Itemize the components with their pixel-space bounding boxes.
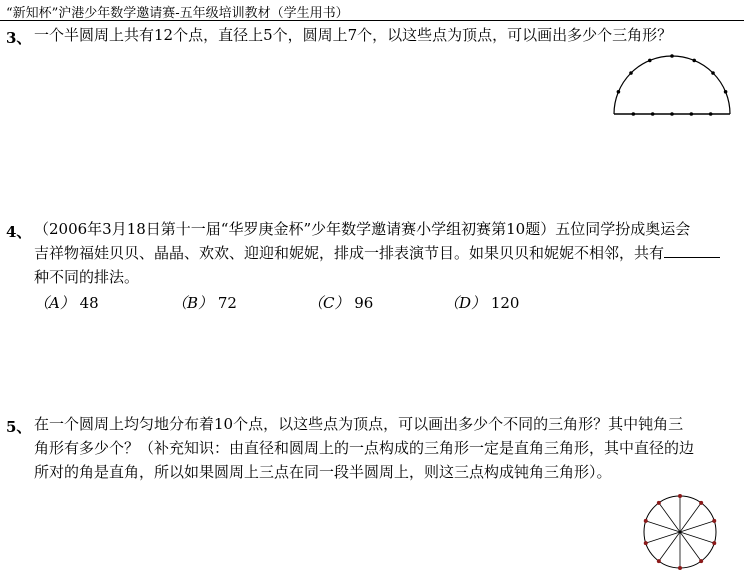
question-text-line: 角形有多少个？（补充知识：由直径和圆周上的一点构成的三角形一定是直角三角形，其中直径的边: [34, 439, 695, 457]
question-text-line: 种不同的排法。: [34, 268, 140, 286]
arc-point: [648, 59, 652, 63]
question-text-line: [34, 242, 720, 265]
option-label: （D）: [444, 294, 487, 312]
option-value: 96: [354, 294, 374, 312]
question-text-segment: 吉祥物福娃贝贝、晶晶、欢欢、迎迎和妮妮，排成一排表演节目。如果贝贝和妮妮不相邻，共有: [34, 244, 665, 262]
option-d: [444, 292, 519, 313]
option-value: 72: [217, 294, 237, 312]
semicircle-arc: [614, 56, 730, 114]
option-value: 120: [490, 294, 520, 312]
arc-point: [692, 59, 696, 63]
option-b: [172, 292, 237, 313]
circle-point: [712, 541, 716, 545]
question-number: 3、: [6, 29, 32, 47]
arc-point: [711, 71, 715, 75]
header-divider: [0, 20, 744, 21]
option-c: [308, 292, 373, 313]
question-text-line: 所对的角是直角，所以如果圆周上三点在同一段半圆周上，则这三点构成钝角三角形）。: [34, 463, 612, 481]
diameter-point: [670, 112, 674, 116]
arc-point: [724, 90, 728, 94]
diameter-point: [709, 112, 713, 116]
question-text-line: 在一个圆周上均匀地分布着10个点，以这些点为顶点，可以画出多少个不同的三角形？其中钝角三: [34, 415, 684, 433]
arc-point: [629, 71, 633, 75]
diameter-point: [632, 112, 636, 116]
question-text-line: （2006年3月18日第十一届“华罗庚金杯”少年数学邀请赛小学组初赛第10题）五位同学扮成奥运会: [34, 220, 691, 238]
option-value: 48: [79, 294, 99, 312]
circle-point: [678, 566, 682, 570]
header-title: “新知杯”沪港少年数学邀请赛-五年级培训教材（学生用书）: [6, 6, 349, 21]
circle-point: [657, 501, 661, 505]
circle-point: [644, 519, 648, 523]
option-label: （A）: [34, 294, 75, 312]
circle-point: [657, 559, 661, 563]
arc-point: [617, 90, 621, 94]
diameter-point: [690, 112, 694, 116]
option-a: [34, 292, 99, 313]
option-label: （C）: [308, 294, 350, 312]
question-number: 4、: [6, 223, 32, 241]
option-label: （B）: [172, 294, 214, 312]
question-text-line: 一个半圆周上共有12个点，直径上5个，圆周上7个，以这些点为顶点，可以画出多少个三角形？: [34, 26, 673, 44]
diameter-point: [651, 112, 655, 116]
circle-point: [699, 501, 703, 505]
question-number: 5、: [6, 418, 32, 436]
arc-point: [670, 54, 674, 58]
circle-figure: [640, 492, 720, 572]
circle-point: [712, 519, 716, 523]
circle-point: [678, 494, 682, 498]
answer-blank: [664, 243, 720, 258]
circle-point: [699, 559, 703, 563]
semicircle-figure: [608, 52, 736, 120]
circle-point: [644, 541, 648, 545]
